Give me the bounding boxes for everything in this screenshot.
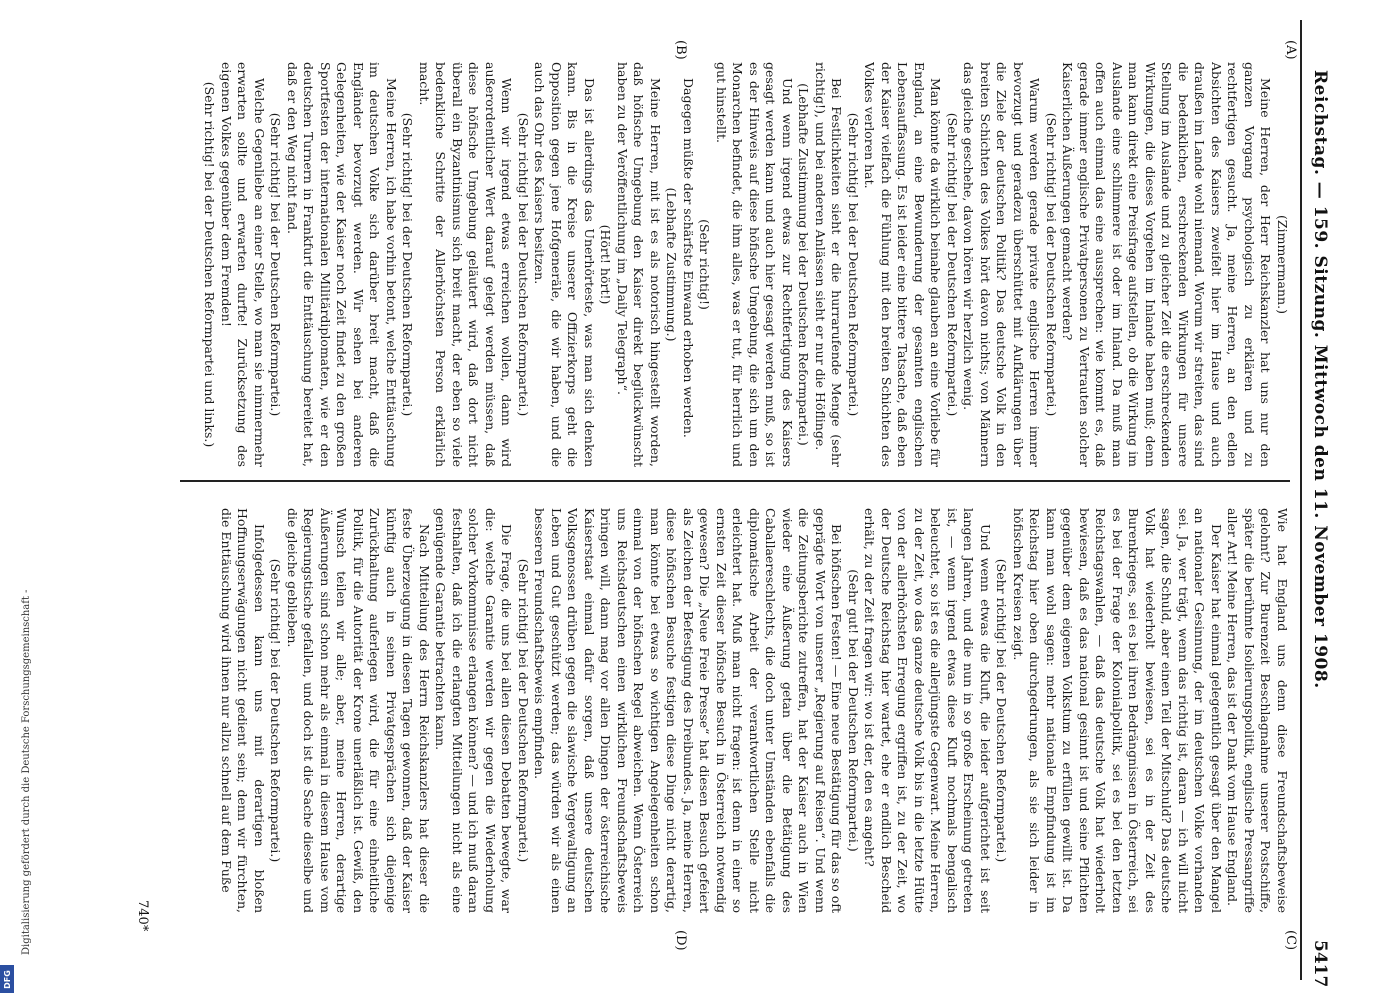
paragraph: Bei höfischen Festen! — Eine neue Bestätigung für das so oft geprägte Wort von unserer „Regierung auf Reisen“. Und wenn die Zeitungsberichte zutreffen, hat der Kaiser auch in Wien wieder eine Äußerung getan über die Betätigung des Caballaereschlechts, die doch unter Umständen ebenfalls die diplomatische Arbeit der verantwortlichen Stelle nicht erleichtert hat. Muß man nicht fragen: ist denn in einer so ernsten Zeit dieser höfische Besuch in Österreich notwendig gewesen? Die „Neue Freie Presse“ hat diesen Besuch gefeiert als Zeichen der Befestigung des Dreibundes. Ja, meine Herren, diese höfischen Besuche festigen diese Dinge nicht derartig, man könnte bei etwas so wichtigen Angelegenheiten schon einmal von der höfischen Regel abweichen. Wenn Österreich uns Reichsdeutschen einen wirklichen Freundschaftsbeweis bringen will, dann mag vor allen Dingen der österreichische Kaiserstaat einmal dafür sorgen, daß unsere deutschen Volksgenossen drüben gegen die slawische Vergewaltigung an Leben und Gut geschützt werden; das würden wir als einen besseren Freundschaftsbeweis empfinden.: [532, 508, 845, 913]
paragraph: Das ist allerdings das Unerhörteste, was man sich denken kann. Bis in die Kreise unserer Offizierkorps geht die Opposition gegen jene Hofgeneräle, die wir haben, und die auch das Ohr des Kaisers besitzen.: [532, 62, 597, 467]
paragraph: Welche Gegenliebe an einer Stelle, wo man sie nimmermehr erwarten sollte und erwarten durfte! Zurücksetzung des eigenen Volkes gegenüber dem Fremden!: [219, 62, 267, 467]
paragraph: Und wenn etwas die Kluft, die leider aufgerichtet ist seit langen Jahren, und die nun in so große Erscheinung getreten ist, — wenn irgend etwas diese Kluft nochmals bengalisch beleuchtet, so ist es die allerjüngste Gegenwart. Meine Herren, zu der Zeit, wo das ganze deutsche Volk bis in die letzte Hütte von der allerhöchsten Erregung ergriffen ist, zu der Zeit, wo der Deutsche Reichstag hier wartet, ehe er endlich Bescheid erhält, zu der Zeit fragen wir: wo ist der, den es angeht?: [862, 508, 993, 913]
running-header: [1310, 70, 1330, 950]
paragraph: Dagegen müßte der schärfste Einwand erhoben werden.: [681, 78, 696, 438]
column-divider: [180, 480, 1290, 482]
interjection: (Sehr richtig! bei der Deutschen Reformpartei.): [945, 112, 960, 417]
interjection: (Sehr richtig! bei der Deutschen Reformpartei.): [400, 112, 416, 417]
interjection: (Sehr richtig! bei der Deutschen Reformpartei.): [516, 558, 531, 863]
interjection: (Sehr gut! bei der Deutschen Reformpartei.): [846, 569, 861, 852]
interjection: (Sehr richtig! bei der Deutschen Reformpartei.): [268, 112, 284, 417]
page-number: [1310, 940, 1330, 987]
interjection: (Lebhafte Zustimmung bei der Deutschen Reformpartei.): [796, 83, 812, 446]
header-rule: [1300, 20, 1302, 980]
interjection: (Sehr richtig! bei der Deutschen Reformpartei.): [846, 112, 861, 417]
paragraph: Wie hat England uns denn diese Freundschaftsbeweise gelohnt? Zur Burenzeit Beschlagnahme unserer Postschiffe, später die berühmte Isolierungspolitik, englische Pressangriffe aller Art! Meine Herren, das ist der Dank vom Hause England.: [1225, 508, 1290, 913]
margin-mark-a: (A): [1283, 40, 1298, 60]
margin-mark-b: (B): [673, 40, 688, 60]
interjection: (Sehr richtig! bei der Deutschen Reformpartei.): [268, 558, 284, 863]
right-text-column: [185, 508, 1290, 913]
margin-mark-d: (D): [673, 930, 688, 951]
paragraph: Bei Festlichkeiten sieht er die hurrarufende Menge (sehr richtig!), und bei anderen Anlässen sieht er nur die Höflinge.: [813, 62, 845, 467]
interjection: (Hört! hört!): [598, 224, 614, 305]
paragraph: Meine Herren, ich habe vorhin betont, welche Enttäuschung im deutschen Volke sich darüber breit macht, daß die Engländer bevorzugt werden. Wir sehen bei anderen Gelegenheiten, wie der Kaiser noch Zeit findet zu den großen Sportfesten der internationalen Militärdiplomaten, wie er den deutschen Turnern in Frankfurt die Enttäuschung bereitet hat, daß er den Weg nicht fand.: [285, 62, 399, 467]
interjection: (Lebhafte Zustimmung.): [664, 187, 680, 342]
signature-mark: 740*: [135, 900, 150, 932]
interjection: (Sehr richtig! bei der Deutschen Reformpartei und links.): [202, 81, 218, 448]
paragraph: Wenn wir irgend etwas erreichen wollen, dann wird außerordentlicher Wert darauf gelegt werden müssen, daß diese höfische Umgebung geläutert wird, daß dort nicht überall ein Byzantinismus sich breit macht, der eben so viele bedenkliche Schritte der Allerhöchsten Person erklärlich macht.: [417, 62, 515, 467]
paragraph: Meine Herren, der Herr Reichskanzler hat uns nur den ganzen Vorgang psychologisch zu erklären und zu rechtfertigen gesucht. Ja, meine Herren, an den edlen Absichten des Kaisers zweifelt hier im Hause und auch draußen im Lande wohl niemand. Worum wir streiten, das sind die bedenklichen, erschreckenden Wirkungen für unsere Stellung im Auslande und zu gleicher Zeit die erschreckenden Wirkungen, die dieses Vorgehen im Inlande haben muß; denn man kann direkt eine Preisfrage aufstellen, ob die Wirkung im Auslande eine schlimmere ist oder im Inland. Da muß man offen auch einmal das eine aussprechen: wie kommt es, daß gerade immer englische Privatpersonen zu Vertrauten solcher Kaiserlichen Äußerungen gemacht werden?: [1060, 62, 1274, 467]
margin-mark-c: (C): [1283, 930, 1298, 951]
left-text-column: [185, 62, 1290, 467]
dfg-logo-text: DFG: [2, 969, 12, 989]
footer-text: Digitalisierung gefördert durch die Deutsche Forschungsgemeinschaft -: [21, 589, 32, 955]
paragraph: Man könnte da wirklich beinahe glauben an eine Vorliebe für England, an eine Bewunderung der gesamten englischen Lebensauffassung. Es ist leider eine bittere Tatsache, daß eben der Kaiser vielfach die Fühlung mit den breiten Schichten des Volkes verloren hat.: [862, 62, 944, 467]
page-number-text: 5417: [1310, 940, 1330, 988]
digitization-footer: [14, 589, 33, 955]
interjection: (Sehr richtig! bei der Deutschen Reformpartei.): [994, 558, 1010, 863]
paragraph: Und wenn irgend etwas zur Rechtfertigung des Kaisers gesagt werden kann und auch hier gesagt werden muß, so ist es der Hinweis auf diese höfische Umgebung, die sich um den Monarchen befindet, die ihm alles, was er tut, für herrlich und gut hinstellt.: [714, 62, 795, 467]
paragraph: Der Kaiser hat einmal gelegentlich gesagt über den Mangel an nationaler Gesinnung, der im deutschen Volke vorhanden sei. Ja, wer trägt, wenn das richtig ist, daran — ich will nicht sagen, die Schuld, aber einen Teil der Mitschuld? Das deutsche Volk hat wiederholt bewiesen, sei es in der Zeit des Burenkrieges, sei es bei ihren Bedrängnissen in Österreich, sei es bei der Frage der Kolonialpolitik, sei es bei den letzten Reichstagswahlen, — daß das deutsche Volk hat wiederholt bewiesen, daß es das national gesinnt ist und seine Pflichten gegenüber dem eigenen Volkstum zu erfüllen gewillt ist. Da kann man wohl sagen: mehr nationale Empfindung ist im Reichstag hier oben durchgedrungen, als sie sich leider in höfischen Kreisen zeigt.: [1011, 508, 1224, 913]
paragraph: Meine Herren, mit ist es als notorisch hingestellt worden, daß höfische Umgebung den Kaiser direkt beglückwünscht haben zu der Veröffentlichung im „Daily Telegraph“.: [615, 62, 663, 467]
paragraph: Die Frage, die uns bei allen diesen Debatten bewegte, war die: welche Garantie werden wir gegen die Wiederholung solcher Vorkommnisse erlangen können? — und ich muß daran festhalten, daß ich die erlangten Mitteilungen nicht als eine genügende Garantie betrachten kann.: [433, 508, 515, 913]
interjection: (Zimmermann.): [1275, 215, 1290, 314]
paragraph: Nach Mitteilung des Herrn Reichskanzlers hat dieser die feste Überzeugung in diesen Tagen gewonnen, daß der Kaiser künftig auch in seinen Privatgesprächen sich diejenige Zurückhaltung auferlegen wird, die für eine einheitliche Politik, für die Autorität der Krone unerläßlich ist. Gewiß, den Wunsch teilen wir alle; aber, meine Herren, derartige Äußerungen sind schon mehr als einmal in diesem Hause vom Regierungstische gefallen, und doch ist die Sache dieselbe und die gleiche geblieben.: [285, 508, 432, 913]
interjection: (Sehr richtig! bei der Deutschen Reformpartei.): [516, 112, 531, 417]
header-title: Reichstag. — 159. Sitzung. Mittwoch den 11. November 1908.: [1310, 70, 1330, 689]
interjection: (Sehr richtig!): [697, 219, 713, 310]
dfg-logo: [0, 965, 14, 993]
interjection: (Sehr richtig! bei der Deutschen Reformpartei.): [1044, 112, 1059, 417]
paragraph: Warum werden gerade private englische Herren immer bevorzugt und geradezu überschüttet mit Aufklärungen über die Ziele der deutschen Politik? Das deutsche Volk in den breiten Schichten des Volkes hört davon nichts; von Männern das gleiche geschehe, davon hören wir herzlich wenig.: [961, 62, 1043, 467]
paragraph: Infolgedessen kann uns mit derartigen bloßen Hoffnungserwägungen nicht gedient sein; denn wir fürchten, die Enttäuschung wird ihnen nur allzu schnell auf dem Fuße: [219, 508, 267, 913]
